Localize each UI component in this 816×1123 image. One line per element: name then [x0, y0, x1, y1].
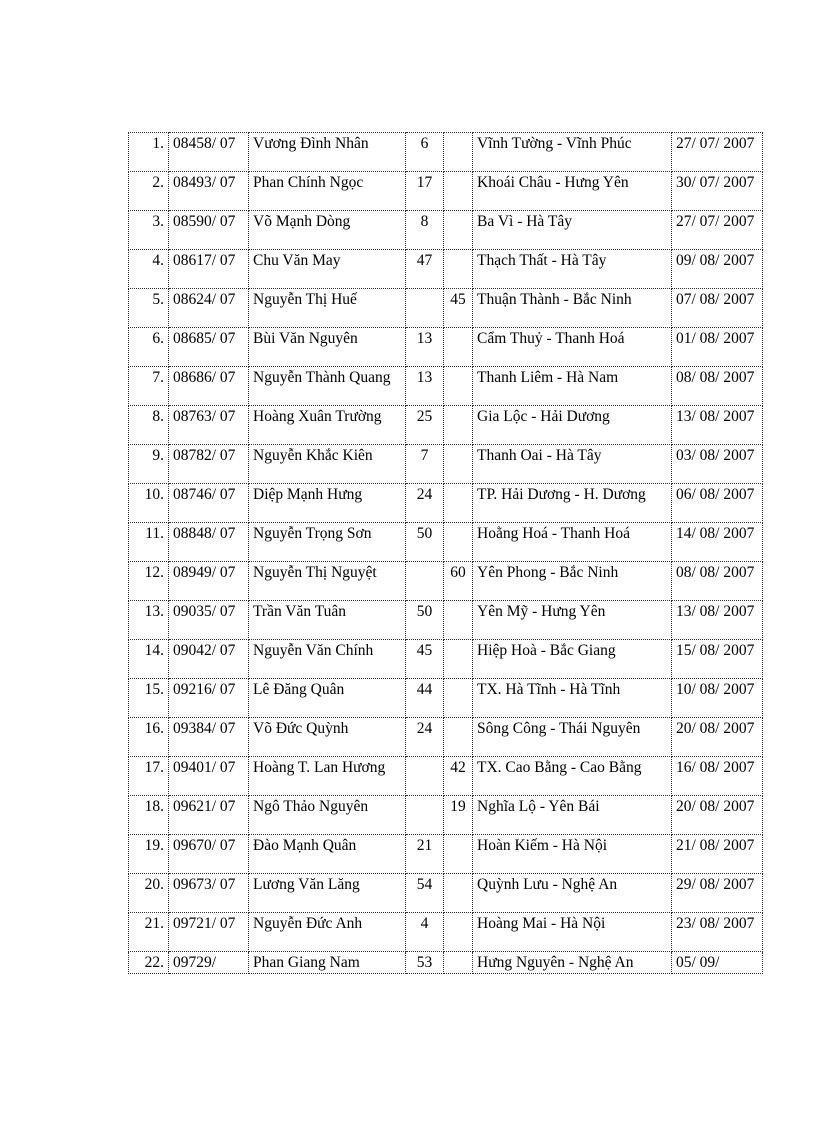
row-number: 4.	[129, 250, 169, 289]
age-female	[444, 913, 473, 952]
person-name: Nguyễn Văn Chính	[249, 640, 406, 679]
address: Yên Phong - Bắc Ninh	[473, 562, 672, 601]
address: Quỳnh Lưu - Nghệ An	[473, 874, 672, 913]
age-female	[444, 133, 473, 172]
age-male	[406, 562, 444, 601]
person-name: Đào Mạnh Quân	[249, 835, 406, 874]
record-date: 13/ 08/ 2007	[672, 601, 763, 640]
record-date: 21/ 08/ 2007	[672, 835, 763, 874]
age-male: 53	[406, 952, 444, 974]
age-male: 13	[406, 328, 444, 367]
table-row	[129, 757, 763, 796]
age-male: 24	[406, 484, 444, 523]
age-female	[444, 874, 473, 913]
age-male: 47	[406, 250, 444, 289]
age-female	[444, 835, 473, 874]
row-number: 18.	[129, 796, 169, 835]
record-date: 08/ 08/ 2007	[672, 367, 763, 406]
age-male: 24	[406, 718, 444, 757]
row-number: 21.	[129, 913, 169, 952]
person-name: Võ Đức Quỳnh	[249, 718, 406, 757]
person-name: Lương Văn Lăng	[249, 874, 406, 913]
record-code: 08746/ 07	[169, 484, 249, 523]
table-row	[129, 952, 763, 974]
record-code: 09042/ 07	[169, 640, 249, 679]
record-date: 01/ 08/ 2007	[672, 328, 763, 367]
record-code: 09384/ 07	[169, 718, 249, 757]
row-number: 3.	[129, 211, 169, 250]
age-female	[444, 601, 473, 640]
record-code: 09729/	[169, 952, 249, 974]
record-code: 08763/ 07	[169, 406, 249, 445]
record-code: 08617/ 07	[169, 250, 249, 289]
row-number: 11.	[129, 523, 169, 562]
record-date: 05/ 09/	[672, 952, 763, 974]
record-date: 10/ 08/ 2007	[672, 679, 763, 718]
record-date: 27/ 07/ 2007	[672, 211, 763, 250]
age-female: 60	[444, 562, 473, 601]
address: Hưng Nguyên - Nghệ An	[473, 952, 672, 974]
address: Ba Vì - Hà Tây	[473, 211, 672, 250]
age-male: 4	[406, 913, 444, 952]
row-number: 16.	[129, 718, 169, 757]
age-female	[444, 484, 473, 523]
age-male: 13	[406, 367, 444, 406]
address: Sông Công - Thái Nguyên	[473, 718, 672, 757]
table-row	[129, 874, 763, 913]
person-name: Lê Đăng Quân	[249, 679, 406, 718]
table-row	[129, 640, 763, 679]
table-row	[129, 445, 763, 484]
person-name: Nguyễn Thành Quang	[249, 367, 406, 406]
record-date: 16/ 08/ 2007	[672, 757, 763, 796]
age-female	[444, 211, 473, 250]
address: TX. Cao Bằng - Cao Bằng	[473, 757, 672, 796]
record-date: 27/ 07/ 2007	[672, 133, 763, 172]
record-date: 20/ 08/ 2007	[672, 718, 763, 757]
age-male: 54	[406, 874, 444, 913]
age-female: 42	[444, 757, 473, 796]
row-number: 8.	[129, 406, 169, 445]
person-name: Nguyễn Trọng Sơn	[249, 523, 406, 562]
record-date: 23/ 08/ 2007	[672, 913, 763, 952]
records-body	[129, 133, 763, 974]
table-row	[129, 835, 763, 874]
record-code: 08949/ 07	[169, 562, 249, 601]
record-code: 09721/ 07	[169, 913, 249, 952]
table-row	[129, 484, 763, 523]
row-number: 12.	[129, 562, 169, 601]
record-code: 08848/ 07	[169, 523, 249, 562]
record-code: 08458/ 07	[169, 133, 249, 172]
age-male: 50	[406, 523, 444, 562]
record-code: 09401/ 07	[169, 757, 249, 796]
table-row	[129, 328, 763, 367]
person-name: Hoàng T. Lan Hương	[249, 757, 406, 796]
table-row	[129, 133, 763, 172]
table-row	[129, 796, 763, 835]
address: Thạch Thất - Hà Tây	[473, 250, 672, 289]
record-date: 29/ 08/ 2007	[672, 874, 763, 913]
address: Hiệp Hoà - Bắc Giang	[473, 640, 672, 679]
address: Khoái Châu - Hưng Yên	[473, 172, 672, 211]
address: TX. Hà Tĩnh - Hà Tĩnh	[473, 679, 672, 718]
age-female	[444, 718, 473, 757]
age-male: 17	[406, 172, 444, 211]
age-female	[444, 952, 473, 974]
record-code: 08685/ 07	[169, 328, 249, 367]
record-code: 08686/ 07	[169, 367, 249, 406]
address: Hoàng Mai - Hà Nội	[473, 913, 672, 952]
table-row	[129, 211, 763, 250]
record-date: 20/ 08/ 2007	[672, 796, 763, 835]
record-date: 06/ 08/ 2007	[672, 484, 763, 523]
address: Thanh Oai - Hà Tây	[473, 445, 672, 484]
age-female: 19	[444, 796, 473, 835]
person-name: Võ Mạnh Dòng	[249, 211, 406, 250]
person-name: Nguyễn Đức Anh	[249, 913, 406, 952]
person-name: Vương Đình Nhân	[249, 133, 406, 172]
table-row	[129, 718, 763, 757]
age-female	[444, 679, 473, 718]
row-number: 5.	[129, 289, 169, 328]
table-row	[129, 172, 763, 211]
address: Hoằng Hoá - Thanh Hoá	[473, 523, 672, 562]
address: Gia Lộc - Hải Dương	[473, 406, 672, 445]
age-male: 21	[406, 835, 444, 874]
age-male: 44	[406, 679, 444, 718]
age-female	[444, 172, 473, 211]
row-number: 2.	[129, 172, 169, 211]
person-name: Diệp Mạnh Hưng	[249, 484, 406, 523]
row-number: 22.	[129, 952, 169, 974]
record-date: 13/ 08/ 2007	[672, 406, 763, 445]
age-male	[406, 796, 444, 835]
person-name: Ngô Thảo Nguyên	[249, 796, 406, 835]
record-code: 08782/ 07	[169, 445, 249, 484]
table-row	[129, 913, 763, 952]
table-row	[129, 679, 763, 718]
age-female	[444, 523, 473, 562]
address: Thuận Thành - Bắc Ninh	[473, 289, 672, 328]
table-row	[129, 367, 763, 406]
person-name: Bùi Văn Nguyên	[249, 328, 406, 367]
table-row	[129, 523, 763, 562]
row-number: 10.	[129, 484, 169, 523]
record-date: 15/ 08/ 2007	[672, 640, 763, 679]
record-date: 09/ 08/ 2007	[672, 250, 763, 289]
age-female	[444, 445, 473, 484]
address: Yên Mỹ - Hưng Yên	[473, 601, 672, 640]
person-name: Trần Văn Tuân	[249, 601, 406, 640]
address: TP. Hải Dương - H. Dương	[473, 484, 672, 523]
records-table	[128, 132, 763, 974]
person-name: Chu Văn May	[249, 250, 406, 289]
age-female	[444, 328, 473, 367]
record-date: 07/ 08/ 2007	[672, 289, 763, 328]
row-number: 20.	[129, 874, 169, 913]
address: Thanh Liêm - Hà Nam	[473, 367, 672, 406]
row-number: 9.	[129, 445, 169, 484]
record-code: 09621/ 07	[169, 796, 249, 835]
address: Hoàn Kiếm - Hà Nội	[473, 835, 672, 874]
age-male: 45	[406, 640, 444, 679]
age-male: 25	[406, 406, 444, 445]
age-male: 7	[406, 445, 444, 484]
age-male	[406, 757, 444, 796]
age-male: 50	[406, 601, 444, 640]
row-number: 19.	[129, 835, 169, 874]
age-female	[444, 640, 473, 679]
record-code: 08590/ 07	[169, 211, 249, 250]
address: Nghĩa Lộ - Yên Bái	[473, 796, 672, 835]
age-male: 8	[406, 211, 444, 250]
person-name: Nguyễn Thị Huế	[249, 289, 406, 328]
person-name: Hoàng Xuân Trường	[249, 406, 406, 445]
table-row	[129, 562, 763, 601]
age-female	[444, 250, 473, 289]
person-name: Phan Chính Ngọc	[249, 172, 406, 211]
row-number: 15.	[129, 679, 169, 718]
record-date: 14/ 08/ 2007	[672, 523, 763, 562]
record-code: 08624/ 07	[169, 289, 249, 328]
person-name: Nguyễn Khắc Kiên	[249, 445, 406, 484]
address: Vĩnh Tường - Vĩnh Phúc	[473, 133, 672, 172]
table-row	[129, 406, 763, 445]
person-name: Phan Giang Nam	[249, 952, 406, 974]
age-female	[444, 367, 473, 406]
person-name: Nguyễn Thị Nguyệt	[249, 562, 406, 601]
address: Cẩm Thuỷ - Thanh Hoá	[473, 328, 672, 367]
record-code: 09035/ 07	[169, 601, 249, 640]
record-code: 09673/ 07	[169, 874, 249, 913]
row-number: 13.	[129, 601, 169, 640]
row-number: 17.	[129, 757, 169, 796]
record-code: 08493/ 07	[169, 172, 249, 211]
record-code: 09216/ 07	[169, 679, 249, 718]
row-number: 14.	[129, 640, 169, 679]
record-code: 09670/ 07	[169, 835, 249, 874]
table-row	[129, 601, 763, 640]
age-male	[406, 289, 444, 328]
age-female	[444, 406, 473, 445]
record-date: 08/ 08/ 2007	[672, 562, 763, 601]
table-row	[129, 289, 763, 328]
row-number: 6.	[129, 328, 169, 367]
row-number: 7.	[129, 367, 169, 406]
record-date: 30/ 07/ 2007	[672, 172, 763, 211]
table-row	[129, 250, 763, 289]
age-male: 6	[406, 133, 444, 172]
row-number: 1.	[129, 133, 169, 172]
age-female: 45	[444, 289, 473, 328]
record-date: 03/ 08/ 2007	[672, 445, 763, 484]
